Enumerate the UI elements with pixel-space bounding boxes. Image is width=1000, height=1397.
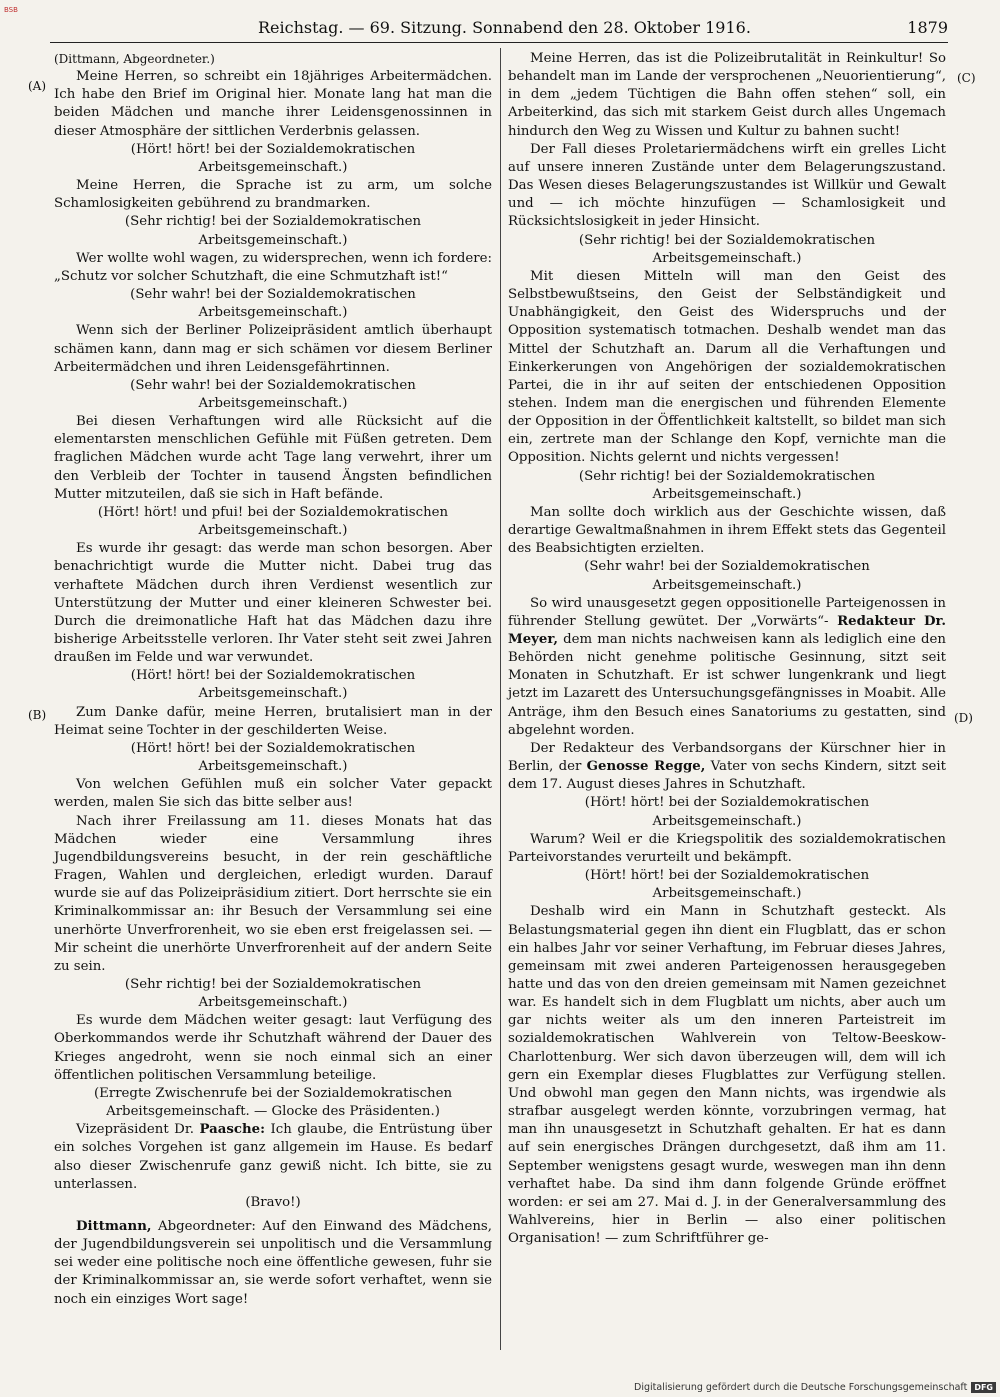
paragraph-text: So wird unausgesetzt gegen oppositionelle Parteigenossen in führender Stellung gewütet. Der „Vorwärts“- bbox=[508, 595, 946, 629]
interjection: (Hört! hört! bei der Sozialdemokratischen Arbeitsgemeinschaft.) bbox=[130, 141, 416, 175]
margin-marker-d: (D) bbox=[954, 711, 973, 725]
left-column bbox=[54, 50, 492, 1309]
interjection: (Erregte Zwischenrufe bei der Sozialdemokratischen Arbeitsgemeinschaft. — Glocke des Präsidenten.) bbox=[93, 1085, 453, 1120]
header-title: Reichstag. — 69. Sitzung. Sonnabend den 28. Oktober 1916. bbox=[258, 18, 751, 37]
paragraph: Warum? Weil er die Kriegspolitik des sozialdemokratischen Parteivorstandes verurteilt und bekämpft. bbox=[508, 831, 946, 865]
paragraph-meyer bbox=[508, 595, 946, 740]
interjection: (Hört! hört! bei der Sozialdemokratischen Arbeitsgemeinschaft.) bbox=[130, 740, 416, 775]
remark-text: Ich glaube, die Entrüstung über ein solches Vorgehen ist ganz allgemein im Hause. Es bedarf also dieser Zwischenrufe ganz gewiß nicht. Ich bitte, sie zu unterlassen. bbox=[54, 1122, 493, 1192]
interjection: (Sehr wahr! bei der Sozialdemokratischen Arbeitsgemeinschaft.) bbox=[584, 559, 870, 593]
paragraph: Wenn sich der Berliner Polizeipräsident amtlich überhaupt schämen kann, dann mag er sich schämen vor diesem Berliner Arbeitermädchen und ihren Leidensgefährtinnen. bbox=[54, 323, 492, 375]
paragraph: Es wurde ihr gesagt: das werde man schon besorgen. Aber benachrichtigt wurde die Mutter nicht. Dabei trug das verhaftete Mädchen durch ihren Verdienst wesentlich zur Unterstützung der Mutter und einer kleineren Schwester bei. Durch die dreimonatliche Haft hat das Mädchen dazu ihre bisherige Arbeitsstelle verloren. Ihr Vater steht seit zwei Jahren draußen im Felde und war verwundet. bbox=[54, 541, 492, 666]
paragraph: Der Fall dieses Proletariermädchens wirft ein grelles Licht auf unsere inneren Zustände unter dem Belagerungszustand. Das Wesen dieses Belagerungszustandes ist Willkür und Gewalt und — ich möchte hinzufügen — Schamlosigkeit und Rücksichtslosigkeit in jeder Hinsicht. bbox=[508, 141, 946, 230]
interjection: (Sehr richtig! bei der Sozialdemokratischen Arbeitsgemeinschaft.) bbox=[124, 214, 422, 248]
interjection: (Hört! hört! bei der Sozialdemokratischen Arbeitsgemeinschaft.) bbox=[584, 868, 870, 902]
right-column bbox=[508, 50, 946, 1248]
interjection: (Hört! hört! und pfui! bei der Sozialdemokratischen Arbeitsgemeinschaft.) bbox=[97, 504, 449, 539]
vice-president-remark bbox=[54, 1121, 492, 1194]
paragraph: Zum Danke dafür, meine Herren, brutalisiert man in der Heimat seine Tochter in der geschilderten Weise. bbox=[54, 704, 492, 738]
interjection: (Hört! hört! bei der Sozialdemokratischen Arbeitsgemeinschaft.) bbox=[584, 795, 870, 829]
footer-text: Digitalisierung gefördert durch die Deutsche Forschungsgemeinschaft bbox=[634, 1382, 968, 1393]
paragraph: Mit diesen Mitteln will man den Geist des Selbstbewußtseins, den Geist der Selbständigkeit und Unabhängigkeit, den Geist des Widerspruchs und der Opposition systematisch totmachen. Deshalb wendet man das Mittel der Schutzhaft an. Darum all die Verhaftungen und Einkerkerungen von Angehörigen der sozialdemokratischen Partei, die in ihr auf seiten der entschiedenen Opposition stehen. Indem man die energischen und führenden Elemente der Opposition in der Öffentlichkeit kaltstellt, so bildet man sich ein, zertrete man der Schlange den Kopf, vernichte man die Opposition. Nichts gelernt und nichts vergessen! bbox=[508, 268, 946, 466]
speaker-paragraph bbox=[54, 1218, 492, 1309]
person-name: Genosse Regge, bbox=[586, 759, 706, 775]
margin-marker-a: (A) bbox=[28, 79, 47, 93]
paragraph: Es wurde dem Mädchen weiter gesagt: laut Verfügung des Oberkommandos werde ihr Schutzhaft während der Dauer des Krieges angedroht, wenn sie noch einmal sich an einer öffentlichen politischen Versammlung beteilige. bbox=[54, 1013, 492, 1083]
speaker-title: Vizepräsident Dr. bbox=[76, 1122, 194, 1138]
library-corner-label: BSB bbox=[4, 6, 18, 14]
speaker-name: Dittmann, bbox=[76, 1219, 152, 1234]
paragraph: Meine Herren, die Sprache ist zu arm, um solche Schamlosigkeiten gebührend zu brandmarken. bbox=[54, 178, 492, 212]
paragraph: Wer wollte wohl wagen, zu widersprechen, wenn ich fordere: „Schutz vor solcher Schutzhaft, die eine Schmutzhaft ist!“ bbox=[54, 250, 492, 284]
paragraph: Meine Herren, so schreibt ein 18jähriges Arbeitermädchen. Ich habe den Brief im Original hier. Monate lang hat man die beiden Mädchen und manche ihrer Leidensgenossinnen in dieser Atmosphäre der sittlichen Verderbnis gelassen. bbox=[54, 69, 492, 139]
interjection: (Sehr wahr! bei der Sozialdemokratischen Arbeitsgemeinschaft.) bbox=[130, 377, 416, 411]
header-rule bbox=[50, 42, 948, 43]
person-name: Redakteur Dr. Meyer, bbox=[508, 613, 946, 647]
speech-text: Auf den Einwand des Mädchens, der Jugendbildungsverein sei unpolitisch und die Versammlung sei weder eine politische noch eine öffentliche gewesen, fuhr sie der Kriminalkommissar an, sie werde sofort verhaftet, wenn sie noch ein einziges Wort sage! bbox=[54, 1219, 492, 1307]
dfg-logo: DFG bbox=[971, 1382, 996, 1393]
interjection: (Sehr richtig! bei der Sozialdemokratischen Arbeitsgemeinschaft.) bbox=[124, 976, 422, 1011]
interjection: (Sehr richtig! bei der Sozialdemokratischen Arbeitsgemeinschaft.) bbox=[578, 232, 876, 266]
page-number: 1879 bbox=[907, 18, 948, 37]
paragraph: Von welchen Gefühlen muß ein solcher Vater gepackt werden, malen Sie sich das bitte selber aus! bbox=[54, 777, 492, 811]
paragraph: Deshalb wird ein Mann in Schutzhaft gesteckt. Als Belastungsmaterial gegen ihn dient ein Flugblatt, das er schon ein halbes Jahr vor seiner Verhaftung, im Februar dieses Jahres, gemeinsam mit zwei anderen Parteigenossen herausgegeben hatte und das von den dreien gemeinsam mit Namen gezeichnet war. Es handelt sich in dem Flugblatt um nichts, aber auch um gar nichts weiter als um den inneren Parteistreit im sozialdemokratischen Wahlverein von Teltow-Beeskow-Charlottenburg. Wer sich davon überzeugen will, dem will ich gern ein Exemplar dieses Flugblattes zur Verfügung stellen. Und obwohl man gegen den Mann nichts, was irgendwie als strafbar ausgelegt werden könnte, vorzubringen vermag, hat man ihn unausgesetzt in Schutzhaft gehalten. Er hat es dann auf sein energisches Drängen durchgesetzt, daß ihm am 11. September wenigstens gesagt wurde, weswegen man ihn denn verhaftet habe. Da sind ihm dann folgende Gründe eröffnet worden: er sei am 27. Mai d. J. in der Generalversammlung des Wahlvereins, hier in Berlin — also einer politischen Organisation! — zum Schriftführer ge- bbox=[508, 904, 946, 1247]
speaker-note: (Dittmann, Abgeordneter.) bbox=[54, 52, 215, 66]
paragraph: Bei diesen Verhaftungen wird alle Rücksicht auf die elementarsten menschlichen Gefühle mit Füßen getreten. Dem fraglichen Mädchen wurde acht Tage lang verwehrt, ihrer um den Verbleib der Tochter in tausend Ängsten befindlichen Mutter mitzuteilen, daß sie sich in Haft befände. bbox=[54, 414, 492, 502]
interjection: (Hört! hört! bei der Sozialdemokratischen Arbeitsgemeinschaft.) bbox=[130, 668, 416, 702]
paragraph: Man sollte doch wirklich aus der Geschichte wissen, daß derartige Gewaltmaßnahmen in ihrem Effekt stets das Gegenteil des Beabsichtigten erzielten. bbox=[508, 504, 946, 557]
interjection: (Sehr richtig! bei der Sozialdemokratischen Arbeitsgemeinschaft.) bbox=[578, 468, 876, 502]
margin-marker-c: (C) bbox=[957, 71, 976, 85]
speaker-name: Paasche: bbox=[199, 1122, 265, 1138]
page-header bbox=[258, 18, 948, 40]
paragraph-text: Vater von sechs Kindern, sitzt seit dem 17. August dieses Jahres in Schutzhaft. bbox=[508, 759, 946, 793]
column-divider bbox=[500, 48, 501, 1350]
interjection: (Sehr wahr! bei der Sozialdemokratischen Arbeitsgemeinschaft.) bbox=[130, 287, 416, 321]
paragraph: Meine Herren, das ist die Polizeibrutalität in Reinkultur! So behandelt man im Lande der versprochenen „Neuorientierung“, in dem „jedem Tüchtigen die Bahn offen stehen“ soll, ein Arbeiterkind, das sich mit starkem Geist durch alles Ungemach hindurch den Weg zu Wissen und Kultur zu bahnen sucht! bbox=[508, 51, 946, 139]
paragraph: Nach ihrer Freilassung am 11. dieses Monats hat das Mädchen wieder eine Versammlung ihres Jugendbildungsvereins besucht, in der rein geschäftliche Fragen, Wahlen und dergleichen, erledigt wurden. Darauf wurde sie auf das Polizeipräsidium zitiert. Dort herrschte sie ein Kriminalkommissar an: ihr Besuch der Versammlung sei eine unerhörte Unverfrorenheit, wo sie eben erst freigelassen sei. — Mir scheint die unerhörte Unverfrorenheit auf der andern Seite zu sein. bbox=[54, 813, 492, 974]
paragraph-text: Der Redakteur des Verbandsorgans der Kürschner hier in Berlin, der bbox=[508, 740, 946, 775]
speaker-role: Abgeordneter: bbox=[158, 1219, 256, 1234]
digitization-footer bbox=[634, 1382, 996, 1393]
paragraph-regge bbox=[508, 740, 946, 794]
margin-marker-b: (B) bbox=[28, 708, 47, 722]
interjection: (Bravo!) bbox=[245, 1194, 301, 1210]
paragraph-text: dem man nichts nachweisen kann als lediglich eine den Behörden nicht genehme politische Gesinnung, sitzt seit Monaten in Schutzhaft. Er ist schwer lungenkrank und liegt jetzt im Lazarett des Untersuchungsgefängnisses in Moabit. Alle Anträge, ihm den Besuch eines Sanatoriums zu gestatten, sind abgelehnt worden. bbox=[508, 632, 946, 738]
